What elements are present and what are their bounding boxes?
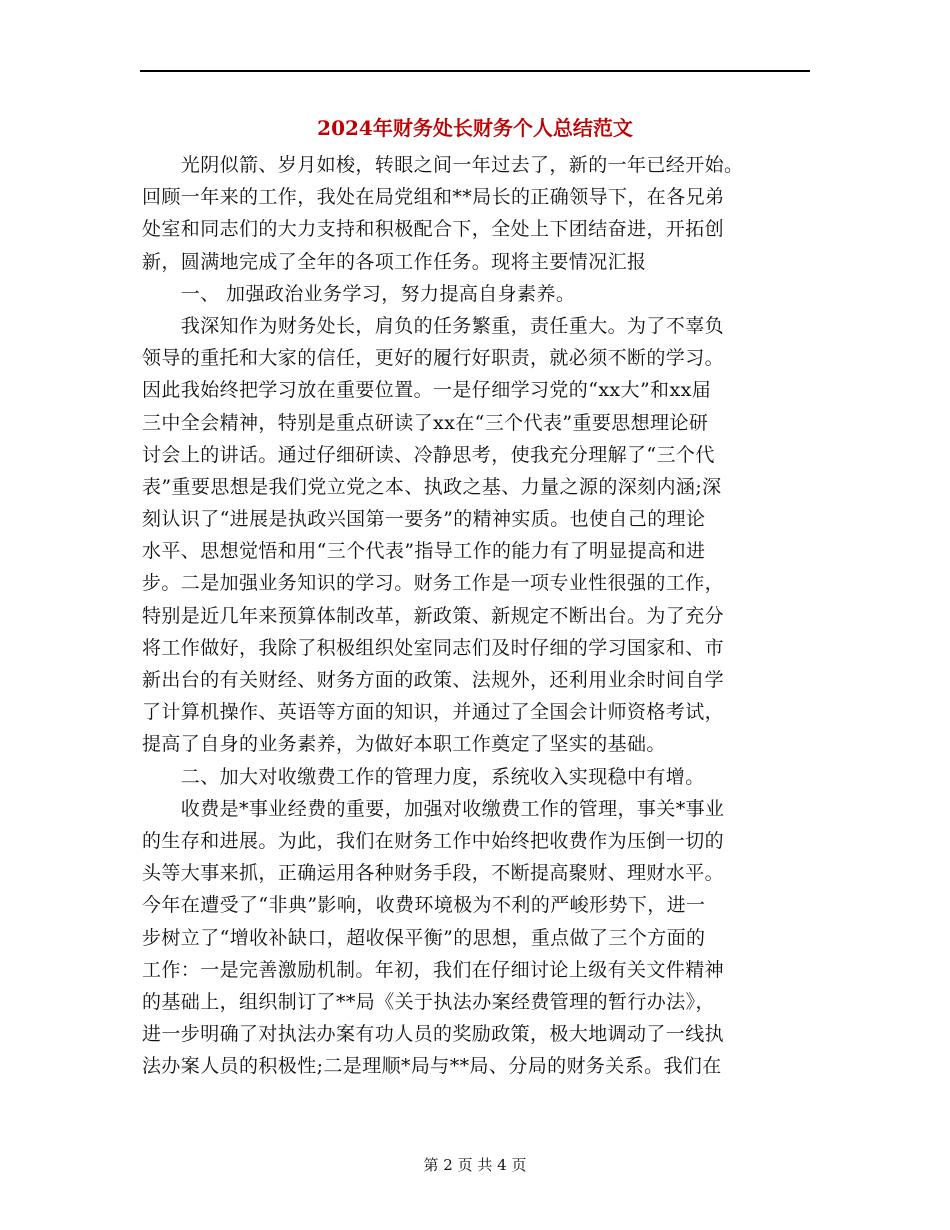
body-line: 提高了自身的业务素养，为做好本职工作奠定了坚实的基础。 [142, 733, 666, 756]
body-line: 新出台的有关财经、财务方面的政策、法规外，还利用业余时间自学 [142, 669, 725, 691]
body-line: 因此我始终把学习放在重要位置。一是仔细学习党的“xx大”和xx届 [142, 379, 712, 402]
body-line: 讨会上的讲话。通过仔细研读、冷静思考，使我充分理解了“三个代 [142, 443, 715, 466]
document-body [142, 149, 812, 1082]
body-line: 特别是近几年来预算体制改革，新政策、新规定不断出台。为了充分 [142, 604, 725, 627]
header-rule [140, 70, 810, 72]
body-line: 表”重要思想是我们党立党之本、执政之基、力量之源的深刻内涵;深 [142, 475, 722, 498]
body-line: 工作：一是完善激励机制。年初，我们在仔细讨论上级有关文件精神 [142, 958, 725, 981]
body-line: 的生存和进展。为此，我们在财务工作中始终把收费作为压倒一切的 [142, 829, 725, 852]
body-line: 新，圆满地完成了全年的各项工作任务。现将主要情况汇报 [142, 250, 647, 273]
section-heading-2: 二、加大对收缴费工作的管理力度，系统收入实现稳中有增。 [142, 765, 705, 788]
body-line: 法办案人员的积极性;二是理顺*局与**局、分局的财务关系。我们在 [142, 1055, 722, 1078]
body-line: 回顾一年来的工作，我处在局党组和**局长的正确领导下，在各兄弟 [142, 186, 725, 209]
body-line: 将工作做好，我除了积极组织处室同志们及时仔细的学习国家和、市 [142, 636, 725, 659]
section-heading-1: 一、 加强政治业务学习，努力提高自身素养。 [142, 282, 576, 305]
body-line: 头等大事来抓，正确运用各种财务手段，不断提高聚财、理财水平。 [142, 862, 725, 885]
body-line: 了计算机操作、英语等方面的知识，并通过了全国会计师资格考试， [142, 701, 725, 724]
body-line: 光阴似箭、岁月如梭，转眼之间一年过去了，新的一年已经开始。 [142, 154, 744, 176]
page-number-footer: 第 2 页 共 4 页 [423, 1156, 527, 1174]
body-line: 三中全会精神，特别是重点研读了xx在“三个代表”重要思想理论研 [142, 411, 709, 434]
body-line: 的基础上，组织制订了**局《关于执法办案经费管理的暂行办法》， [142, 990, 715, 1013]
body-line: 领导的重托和大家的信任，更好的履行好职责，就必须不断的学习。 [142, 347, 725, 370]
document-title: 2024年财务处长财务个人总结范文 [317, 116, 633, 140]
body-line: 我深知作为财务处长，肩负的任务繁重，责任重大。为了不辜负 [142, 314, 725, 337]
body-line: 收费是*事业经费的重要，加强对收缴费工作的管理，事关*事业 [142, 797, 725, 820]
body-line: 步树立了“增收补缺口，超收保平衡”的思想，重点做了三个方面的 [142, 926, 706, 949]
body-line: 步。二是加强业务知识的学习。财务工作是一项专业性很强的工作， [142, 572, 725, 595]
body-line: 处室和同志们的大力支持和积极配合下，全处上下团结奋进，开拓创 [142, 218, 725, 241]
body-line: 水平、思想觉悟和用“三个代表”指导工作的能力有了明显提高和进 [142, 540, 706, 563]
body-line: 今年在遭受了“非典”影响，收费环境极为不利的严峻形势下，进一 [142, 894, 706, 917]
body-line: 进一步明确了对执法办案有功人员的奖励政策，极大地调动了一线执 [142, 1023, 725, 1046]
body-line: 刻认识了“进展是执政兴国第一要务”的精神实质。也使自己的理论 [142, 508, 706, 531]
